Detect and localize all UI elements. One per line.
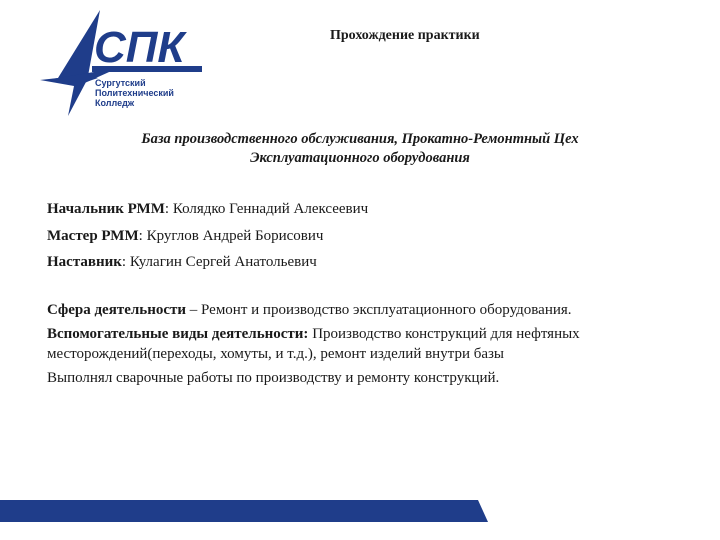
footer-stripe: [0, 500, 488, 522]
separator: :: [164, 201, 173, 217]
activity-text: – Ремонт и производство эксплуатационного оборудования.: [186, 302, 572, 318]
footer-bar: [0, 500, 720, 540]
heading-line: Эксплуатационного оборудования: [250, 150, 470, 166]
staff-role: Начальник РММ: [47, 201, 165, 217]
logo-line: Колледж: [95, 98, 135, 108]
section-heading: [40, 130, 680, 168]
separator: :: [121, 254, 130, 270]
logo-mark: СПК: [94, 23, 185, 72]
aux-activity-label: Вспомогательные виды деятельности:: [47, 326, 309, 342]
staff-list: [47, 196, 368, 276]
staff-name: Кулагин Сергей Анатольевич: [129, 254, 317, 270]
activity-paragraph: [47, 300, 672, 320]
aux-activity-paragraph: [47, 324, 672, 364]
staff-name: Колядко Геннадий Алексеевич: [172, 201, 369, 217]
heading-line: База производственного обслуживания, Прокатно-Ремонтный Цех: [141, 131, 579, 147]
logo-line: Сургутский: [95, 78, 146, 88]
staff-name: Круглов Андрей Борисович: [146, 227, 324, 244]
staff-row: [47, 249, 368, 276]
staff-row: [47, 196, 368, 223]
logo-line: Политехнический: [95, 88, 174, 98]
staff-role: Мастер РММ: [47, 227, 139, 244]
logo-caption: [95, 78, 174, 108]
closing-paragraph: Выполнял сварочные работы по производству и ремонту конструкций.: [47, 370, 500, 386]
activity-description: [47, 300, 672, 392]
staff-role: Наставник: [47, 254, 122, 270]
activity-label: Сфера деятельности: [47, 302, 187, 318]
staff-row: [47, 223, 368, 250]
page-title: Прохождение практики: [330, 28, 480, 43]
logo-swoosh: [40, 10, 100, 116]
separator: :: [138, 227, 147, 244]
aux-activity-text: Производство конструкций для нефтяных месторождений(переходы, хомуты, и т.д.), ремонт изделий внутри базы: [47, 326, 580, 362]
